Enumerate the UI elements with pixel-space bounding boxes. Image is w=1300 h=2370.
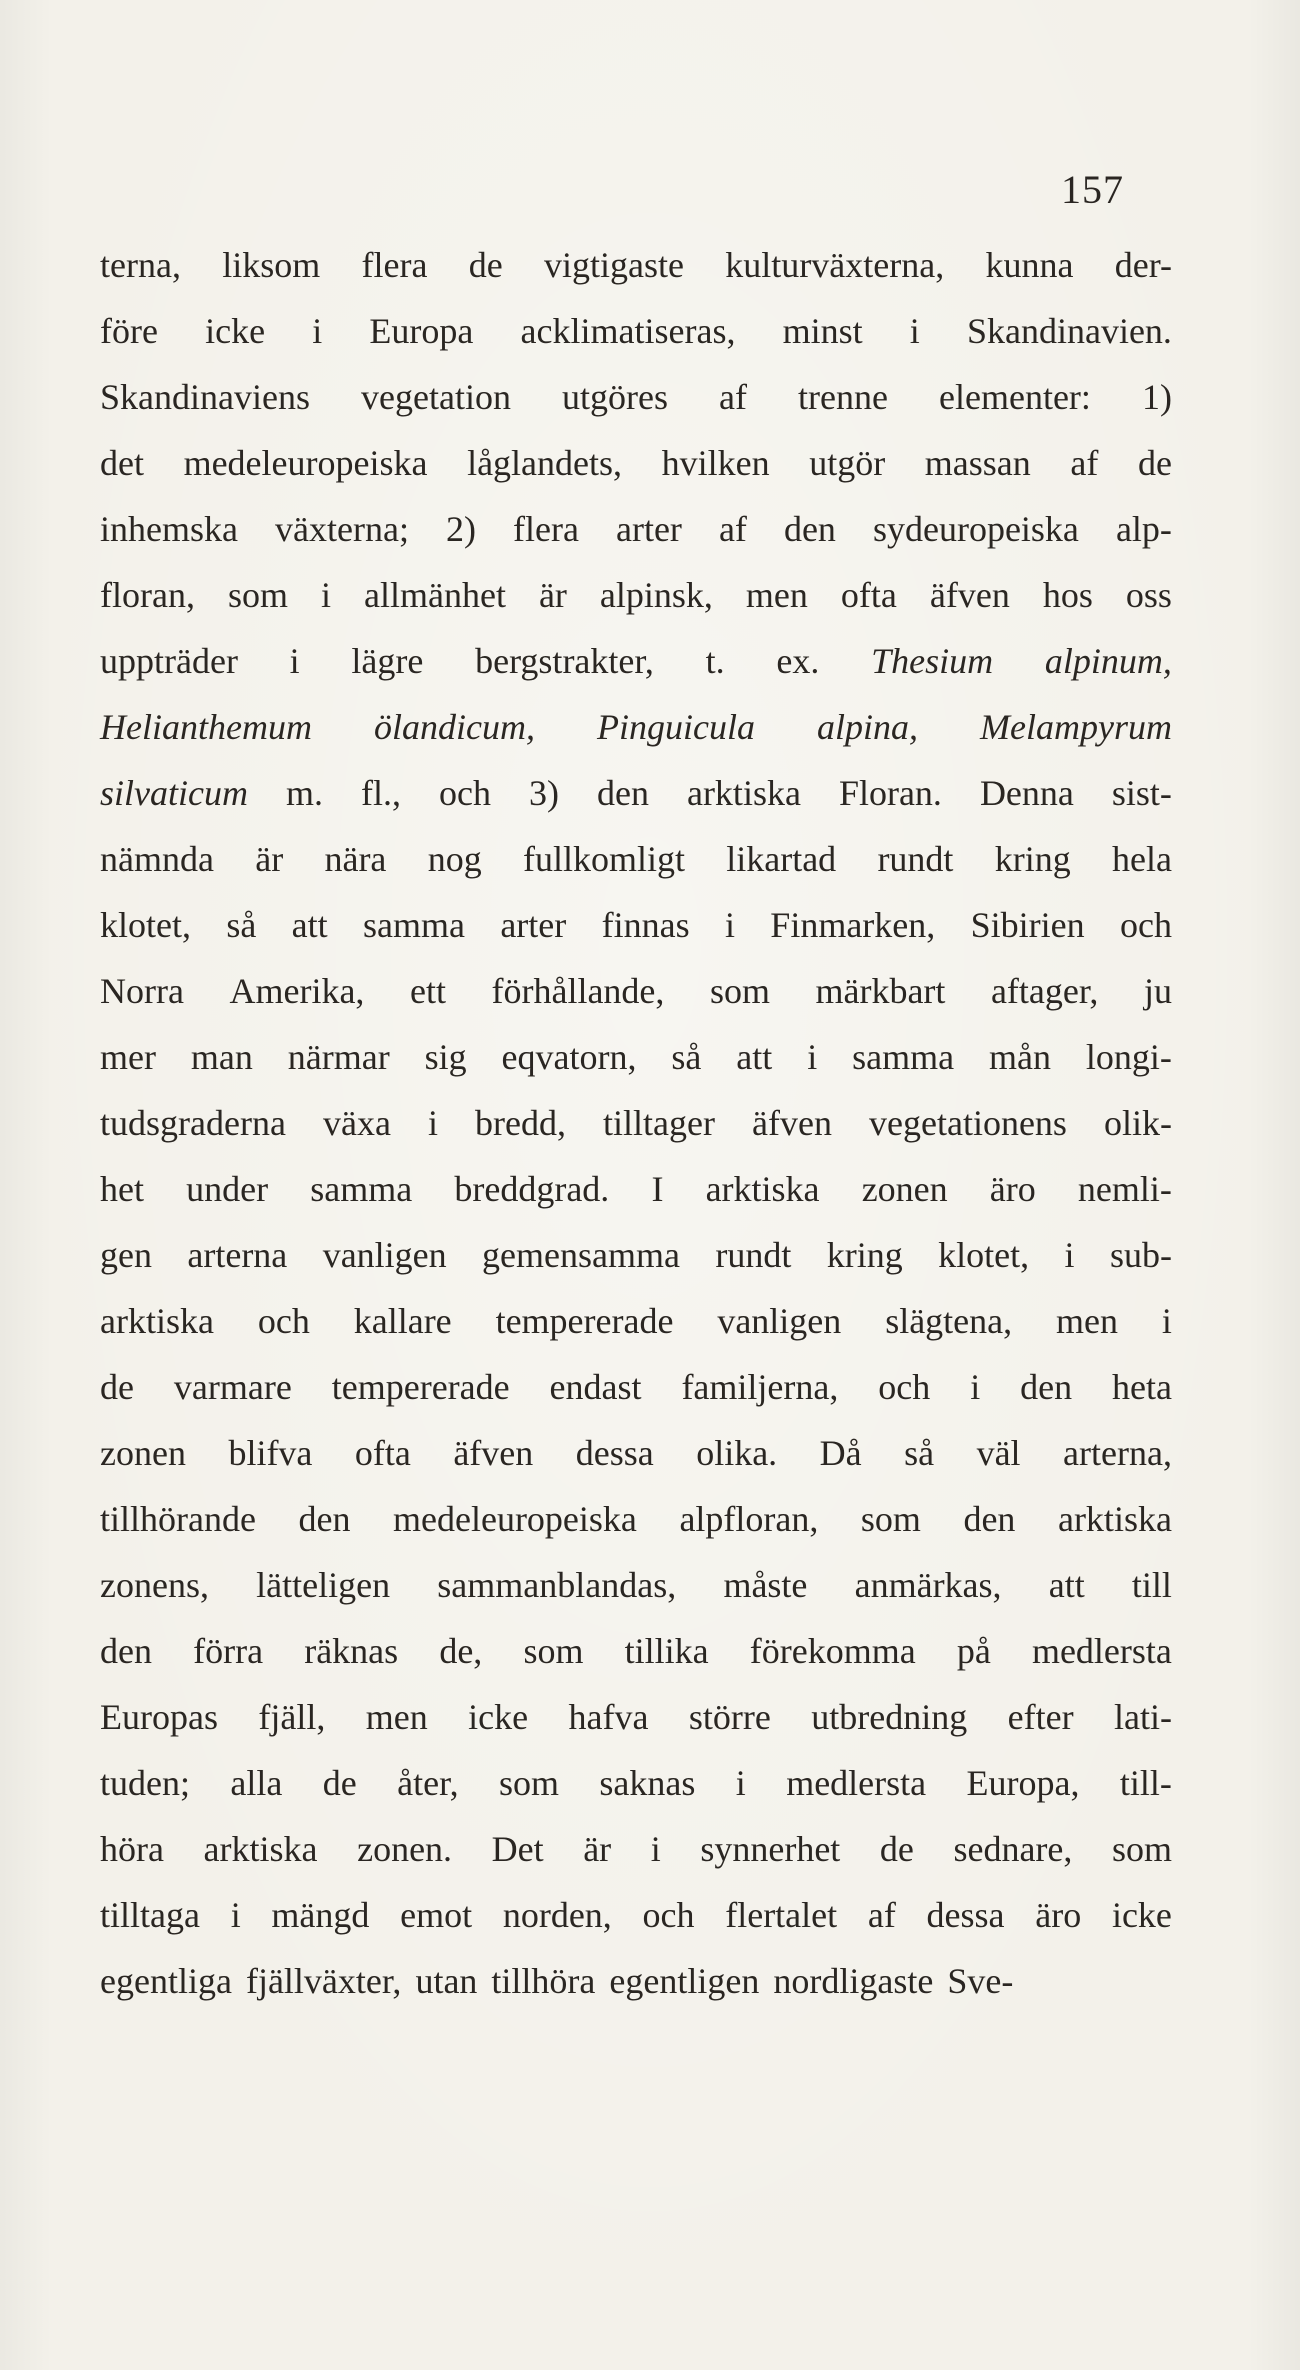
text-line <box>100 562 1172 628</box>
word: nära <box>324 839 387 879</box>
word: af <box>867 1895 896 1935</box>
word: och <box>257 1301 310 1341</box>
word: af <box>718 509 747 549</box>
word: ju <box>1143 971 1172 1011</box>
word: tillhörande <box>100 1499 256 1539</box>
word: de <box>322 1763 357 1803</box>
word: man <box>190 1037 253 1077</box>
word: som <box>1111 1829 1172 1869</box>
word: olik- <box>1103 1103 1172 1143</box>
word: vegetation <box>361 377 511 417</box>
text-line <box>100 1684 1172 1750</box>
word: i <box>909 311 920 351</box>
word: bergstrakter, <box>475 641 654 681</box>
word: samma <box>852 1037 955 1077</box>
word: låglandets, <box>467 443 623 483</box>
word: men <box>1056 1301 1119 1341</box>
word: het <box>100 1169 144 1209</box>
word: i <box>230 1895 241 1935</box>
word: mängd <box>271 1895 370 1935</box>
word: arterna, <box>1063 1433 1172 1473</box>
word: massan <box>924 443 1031 483</box>
word: rundt <box>715 1235 792 1275</box>
word: utan <box>415 1961 478 2001</box>
word: terna, <box>100 245 181 285</box>
word: Det <box>491 1829 544 1869</box>
word: hafva <box>568 1697 649 1737</box>
word: Europa <box>369 311 474 351</box>
word: som <box>499 1763 560 1803</box>
word: silvaticum <box>100 773 248 813</box>
word: floran, <box>100 575 195 615</box>
word: ofta <box>354 1433 411 1473</box>
word: longi- <box>1085 1037 1172 1077</box>
word: närmar <box>287 1037 390 1077</box>
text-line <box>100 298 1172 364</box>
word: hela <box>1111 839 1172 879</box>
word: norden, <box>502 1895 612 1935</box>
word: aftager, <box>990 971 1099 1011</box>
word: mån <box>989 1037 1051 1077</box>
word: slägtena, <box>885 1301 1013 1341</box>
word: tillhöra <box>491 1961 596 2001</box>
word: och <box>439 773 491 813</box>
word: den <box>783 509 836 549</box>
word: arktiska <box>203 1829 318 1869</box>
text-line <box>100 1156 1172 1222</box>
word: oss <box>1125 575 1172 615</box>
word: Då <box>819 1433 862 1473</box>
text-line <box>100 1882 1172 1948</box>
word: samma <box>363 905 465 945</box>
text-line <box>100 1222 1172 1288</box>
word: medlersta <box>786 1763 927 1803</box>
word: sist- <box>1111 773 1172 813</box>
word: äro <box>1035 1895 1082 1935</box>
word: medeleuropeiska <box>183 443 428 483</box>
word: acklimatiseras, <box>520 311 736 351</box>
word: ofta <box>840 575 897 615</box>
word: större <box>688 1697 771 1737</box>
word: tilltaga <box>100 1895 200 1935</box>
text-line <box>100 1750 1172 1816</box>
word: alla <box>230 1763 283 1803</box>
word: emot <box>400 1895 473 1935</box>
word: och <box>642 1895 695 1935</box>
word: elementer: <box>939 377 1091 417</box>
word: utgöres <box>562 377 668 417</box>
word: ex. <box>776 641 820 681</box>
word: måste <box>723 1565 808 1605</box>
word: I <box>651 1169 664 1209</box>
word: Helianthemum <box>100 707 312 747</box>
word: allmänhet <box>364 575 506 615</box>
word: liksom <box>222 245 321 285</box>
word: nemli- <box>1077 1169 1172 1209</box>
word: den <box>298 1499 351 1539</box>
text-line <box>100 1948 1172 2014</box>
word: som <box>860 1499 921 1539</box>
word: och <box>1119 905 1172 945</box>
word: uppträder <box>100 641 238 681</box>
text-line <box>100 760 1172 826</box>
word: sammanblandas, <box>437 1565 677 1605</box>
word: gemensamma <box>482 1235 680 1275</box>
word: likartad <box>726 839 837 879</box>
word: Thesium <box>871 641 994 681</box>
word: Skandinavien. <box>966 311 1172 351</box>
word: väl <box>976 1433 1021 1473</box>
body-text <box>100 232 1172 2014</box>
text-line <box>100 1420 1172 1486</box>
word: arterna <box>187 1235 288 1275</box>
word: märkbart <box>815 971 946 1011</box>
text-line <box>100 694 1172 760</box>
word: t. <box>705 641 725 681</box>
word: så <box>671 1037 702 1077</box>
word: kunna <box>985 245 1074 285</box>
word: sydeuropeiska <box>872 509 1079 549</box>
word: men <box>745 575 808 615</box>
word: i <box>1161 1301 1172 1341</box>
word: Amerika, <box>229 971 365 1011</box>
word: Europa, <box>966 1763 1080 1803</box>
word: men <box>365 1697 428 1737</box>
word: alpina, <box>816 707 918 747</box>
word: växa <box>322 1103 391 1143</box>
text-line <box>100 430 1172 496</box>
word: som <box>523 1631 584 1671</box>
text-line <box>100 232 1172 298</box>
word: sig <box>424 1037 467 1077</box>
word: Skandinaviens <box>100 377 310 417</box>
word: lätteligen <box>256 1565 391 1605</box>
word: förekomma <box>749 1631 916 1671</box>
text-line <box>100 628 1172 694</box>
word: flertalet <box>725 1895 838 1935</box>
word: hos <box>1042 575 1093 615</box>
word: tudsgraderna <box>100 1103 286 1143</box>
word: der- <box>1114 245 1172 285</box>
word: utbredning <box>811 1697 968 1737</box>
word: äfven <box>752 1103 832 1143</box>
word: så <box>226 905 257 945</box>
word: de <box>100 1367 134 1407</box>
word: åter, <box>397 1763 459 1803</box>
word: vanligen <box>717 1301 842 1341</box>
word: Denna <box>979 773 1074 813</box>
word: eqvatorn, <box>501 1037 637 1077</box>
word: i <box>650 1829 661 1869</box>
text-line <box>100 958 1172 1024</box>
word: som <box>227 575 288 615</box>
word: att <box>736 1037 773 1077</box>
word: vegetationens <box>869 1103 1067 1143</box>
word: till <box>1131 1565 1172 1605</box>
word: alpinsk, <box>599 575 713 615</box>
word: Europas <box>100 1697 218 1737</box>
word: i <box>724 905 735 945</box>
word: alp- <box>1115 509 1172 549</box>
word: icke <box>1111 1895 1172 1935</box>
text-line <box>100 826 1172 892</box>
word: i <box>735 1763 746 1803</box>
word: sednare, <box>953 1829 1073 1869</box>
word: arktiska <box>100 1301 214 1341</box>
word: arter <box>500 905 567 945</box>
word: under <box>186 1169 269 1209</box>
word: i <box>807 1037 818 1077</box>
word: äfven <box>453 1433 534 1473</box>
word: alpfloran, <box>679 1499 819 1539</box>
word: olika. <box>696 1433 778 1473</box>
word: kallare <box>353 1301 452 1341</box>
word: växterna; <box>275 509 409 549</box>
word: till- <box>1119 1763 1172 1803</box>
word: kulturväxterna, <box>725 245 945 285</box>
word: vanligen <box>322 1235 447 1275</box>
word: medlersta <box>1031 1631 1172 1671</box>
word: tempererade <box>331 1367 510 1407</box>
word: lati- <box>1114 1697 1172 1737</box>
word: i <box>970 1367 981 1407</box>
text-line <box>100 1024 1172 1090</box>
word: räknas <box>304 1631 399 1671</box>
word: fjällväxter, <box>245 1961 402 2001</box>
word: tuden; <box>100 1763 190 1803</box>
word: 1) <box>1141 377 1172 417</box>
word: hvilken <box>661 443 770 483</box>
word: ölandicum, <box>373 707 535 747</box>
word: är <box>255 839 284 879</box>
word: zonen <box>861 1169 948 1209</box>
word: alpinum, <box>1044 641 1172 681</box>
word: arktiska <box>705 1169 820 1209</box>
word: finnas <box>601 905 690 945</box>
text-line <box>100 1090 1172 1156</box>
text-line <box>100 1486 1172 1552</box>
word: som <box>709 971 770 1011</box>
word: i <box>312 311 323 351</box>
word: inhemska <box>100 509 238 549</box>
word: kring <box>826 1235 903 1275</box>
word: flera <box>361 245 428 285</box>
word: det <box>100 443 144 483</box>
text-line <box>100 496 1172 562</box>
word: Finmarken, <box>770 905 936 945</box>
word: i <box>320 575 331 615</box>
word: nordligaste <box>773 1961 934 2001</box>
word: tillika <box>624 1631 709 1671</box>
word: bredd, <box>475 1103 566 1143</box>
word: de <box>1137 443 1172 483</box>
word: synnerhet <box>700 1829 841 1869</box>
word: sub- <box>1109 1235 1172 1275</box>
word: äfven <box>929 575 1010 615</box>
word: medeleuropeiska <box>393 1499 637 1539</box>
word: arktiska <box>1057 1499 1172 1539</box>
word: före <box>100 311 158 351</box>
word: gen <box>100 1235 152 1275</box>
page-number: 157 <box>1061 167 1124 212</box>
word: Melampyrum <box>980 707 1172 747</box>
word: anmärkas, <box>854 1565 1002 1605</box>
word: och <box>878 1367 931 1407</box>
word: den <box>100 1631 152 1671</box>
word: är <box>538 575 567 615</box>
text-line <box>100 1552 1172 1618</box>
word: vigtigaste <box>544 245 684 285</box>
word: höra <box>100 1829 164 1869</box>
word: den <box>1020 1367 1073 1407</box>
word: icke <box>205 311 266 351</box>
word: i <box>427 1103 438 1143</box>
word: 2) <box>445 509 476 549</box>
word: zonen <box>100 1433 186 1473</box>
word: den <box>963 1499 1016 1539</box>
text-line <box>100 892 1172 958</box>
word: zonen. <box>357 1829 453 1869</box>
word: arktiska <box>686 773 801 813</box>
word: egentligen <box>609 1961 760 2001</box>
word: familjerna, <box>681 1367 839 1407</box>
word: tilltager <box>603 1103 715 1143</box>
word: att <box>291 905 328 945</box>
word: blifva <box>228 1433 313 1473</box>
word: förhållande, <box>491 971 665 1011</box>
word: Floran. <box>838 773 942 813</box>
text-line <box>100 1354 1172 1420</box>
word: så <box>904 1433 935 1473</box>
word: klotet, <box>100 905 191 945</box>
word: lägre <box>351 641 424 681</box>
word: fjäll, <box>258 1697 326 1737</box>
word: utgör <box>809 443 886 483</box>
text-line <box>100 1618 1172 1684</box>
word: de <box>879 1829 914 1869</box>
word: nog <box>427 839 482 879</box>
word: fl., <box>361 773 401 813</box>
word: Sibirien <box>970 905 1085 945</box>
word: i <box>289 641 300 681</box>
word: m. <box>285 773 323 813</box>
word: i <box>1064 1235 1075 1275</box>
word: af <box>719 377 747 417</box>
word: dessa <box>575 1433 654 1473</box>
text-line <box>100 1816 1172 1882</box>
word: är <box>583 1829 612 1869</box>
word: nämnda <box>100 839 214 879</box>
word: de, <box>439 1631 483 1671</box>
word: ett <box>409 971 446 1011</box>
word: egentliga <box>100 1961 232 2001</box>
word: varmare <box>173 1367 292 1407</box>
word: Sve- <box>947 1961 1014 2001</box>
word: arter <box>615 509 682 549</box>
word: icke <box>468 1697 529 1737</box>
word: endast <box>549 1367 642 1407</box>
word: 3) <box>528 773 559 813</box>
word: klotet, <box>938 1235 1030 1275</box>
word: zonens, <box>100 1565 209 1605</box>
word: den <box>596 773 649 813</box>
word: minst <box>782 311 863 351</box>
word: trenne <box>798 377 888 417</box>
word: att <box>1048 1565 1085 1605</box>
word: fullkomligt <box>522 839 685 879</box>
word: dessa <box>926 1895 1005 1935</box>
word: tempererade <box>495 1301 674 1341</box>
word: de <box>468 245 503 285</box>
word: rundt <box>877 839 954 879</box>
word: kring <box>994 839 1071 879</box>
word: mer <box>100 1037 156 1077</box>
word: heta <box>1112 1367 1172 1407</box>
word: samma <box>310 1169 413 1209</box>
word: på <box>956 1631 991 1671</box>
text-line <box>100 364 1172 430</box>
word: förra <box>193 1631 264 1671</box>
word: Norra <box>100 971 184 1011</box>
word: saknas <box>599 1763 696 1803</box>
word: flera <box>513 509 579 549</box>
word: Pinguicula <box>596 707 755 747</box>
word: af <box>1070 443 1099 483</box>
word: efter <box>1007 1697 1074 1737</box>
word: äro <box>989 1169 1036 1209</box>
word: breddgrad. <box>454 1169 610 1209</box>
text-line <box>100 1288 1172 1354</box>
